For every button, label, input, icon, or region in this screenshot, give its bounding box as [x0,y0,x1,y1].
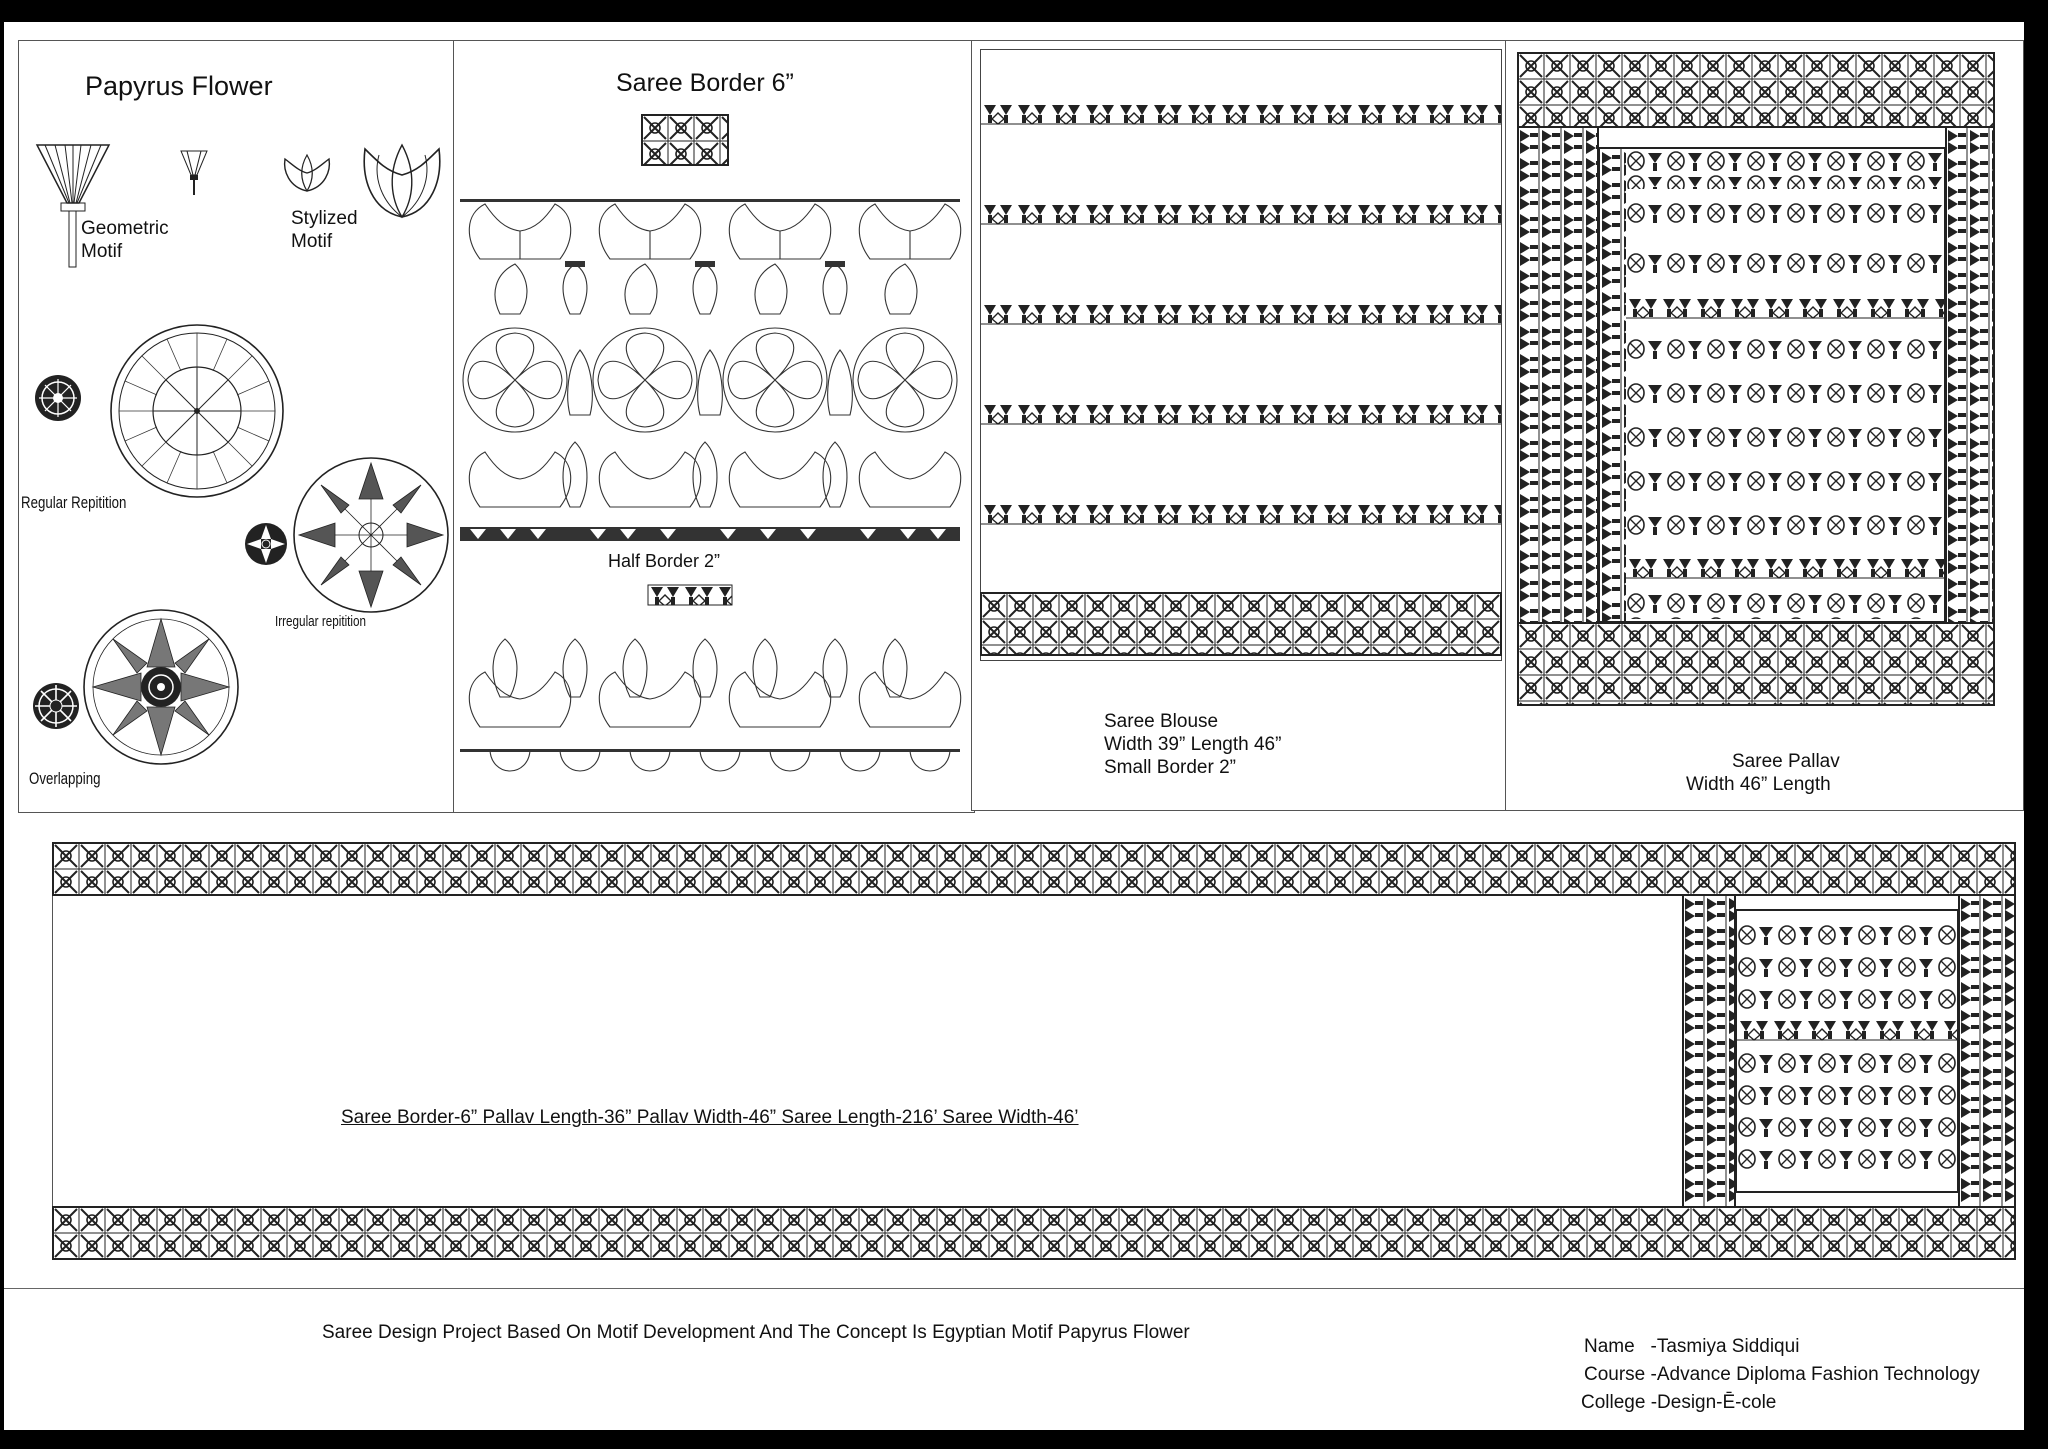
pallav-row-3 [1626,297,1944,321]
blouse-label-line3: Small Border 2” [1104,757,1236,778]
border-sample-swatch [642,115,728,165]
saree-dimensions-caption: Saree Border-6” Pallav Length-36” Pallav Width-46” Saree Length-216’ Saree Width-46’ [341,1107,1079,1128]
geometric-motif-label: Geometric Motif [81,218,169,262]
saree-pallav-row-1 [1737,923,1957,945]
saree-pallav-row-2 [1737,955,1957,977]
pallav-right-border [1946,127,1994,685]
saree-border-panel [453,40,975,813]
motif-panel-title: Papyrus Flower [85,71,273,101]
pallav-label-line2: Width 46” Length [1686,774,1831,795]
saree-pallav-row-8 [1737,1147,1957,1169]
regular-repetition-rosette [107,321,287,501]
blouse-border-stripe-3 [981,303,1501,325]
pallav-row-10 [1626,591,1944,619]
design-sheet [4,22,2024,1430]
half-border-label: Half Border 2” [608,551,721,571]
pallav-row-2 [1626,251,1944,275]
saree-pallav-row-5 [1737,1051,1957,1073]
stylized-motif-label: Stylized Motif [291,208,358,252]
papyrus-rosette-row [460,325,960,435]
student-course: Course -Advance Diploma Fashion Technology [1584,1364,1980,1385]
footer-divider [4,1288,2024,1289]
pallav-row-9 [1626,557,1944,581]
pallav-row-8 [1626,513,1944,537]
saree-bottom-border [53,1207,2015,1259]
saree-pallav-row-6 [1737,1083,1957,1105]
saree-pallav-right-band [1959,895,2015,1207]
project-description: Saree Design Project Based On Motif Development And The Concept Is Egyptian Motif Papyrus Flower [322,1322,1190,1343]
overlapping-rosette [81,607,241,767]
student-college: College -Design-Ē-cole [1581,1392,1777,1413]
overlapping-small-rosette-icon [31,681,81,731]
overlapping-label: Overlapping [29,769,101,788]
blouse-border-stripe-5 [981,503,1501,525]
small-papyrus-icon [179,149,209,199]
irregular-repetition-label: Irregular repitition [275,613,367,630]
saree-pallav-panel [1505,40,2024,811]
pallav-row-1 [1626,201,1944,225]
pallav-bottom-border [1518,623,1994,705]
pallav-inner-top-band [1626,149,1944,189]
blouse-wide-border [981,593,1501,655]
pallav-label-line1: Saree Pallav [1732,751,1840,772]
blouse-border-stripe-1 [981,103,1501,125]
pallav-row-4 [1626,337,1944,361]
half-border-swatch [648,585,732,605]
blouse-label-line2: Width 39” Length 46” [1104,734,1282,755]
saree-pallav-left-band [1683,895,1735,1207]
saree-border-title: Saree Border 6” [616,69,794,97]
blouse-border-stripe-2 [981,203,1501,225]
regular-repetition-label: Regular Repitition [21,493,127,512]
blouse-fabric-frame [980,49,1502,661]
regular-small-rosette-icon [33,373,83,423]
saree-pallav-row-7 [1737,1115,1957,1137]
papyrus-border-row-bottom [460,437,960,545]
saree-blouse-panel [971,40,1509,811]
pallav-inner-left-band [1600,149,1626,621]
papyrus-border-row-top [460,199,960,319]
pallav-row-7 [1626,469,1944,493]
student-name: Name -Tasmiya Siddiqui [1584,1336,1800,1357]
irregular-small-rosette-icon [243,521,289,567]
full-saree-layout [52,842,2016,1260]
half-border-papyrus-row [460,637,960,777]
motif-panel [18,40,457,813]
stylized-small-papyrus-icon [279,151,335,195]
pallav-row-6 [1626,425,1944,449]
stylized-large-papyrus-icon [357,141,447,221]
pallav-row-5 [1626,381,1944,405]
irregular-repetition-rosette [291,455,451,615]
saree-pallav-row-3 [1737,987,1957,1009]
blouse-border-stripe-4 [981,403,1501,425]
pallav-top-border [1518,53,1994,127]
saree-top-border [53,843,2015,895]
pallav-left-border [1518,127,1598,685]
blouse-label-line1: Saree Blouse [1104,711,1219,732]
saree-pallav-row-4 [1737,1019,1957,1041]
